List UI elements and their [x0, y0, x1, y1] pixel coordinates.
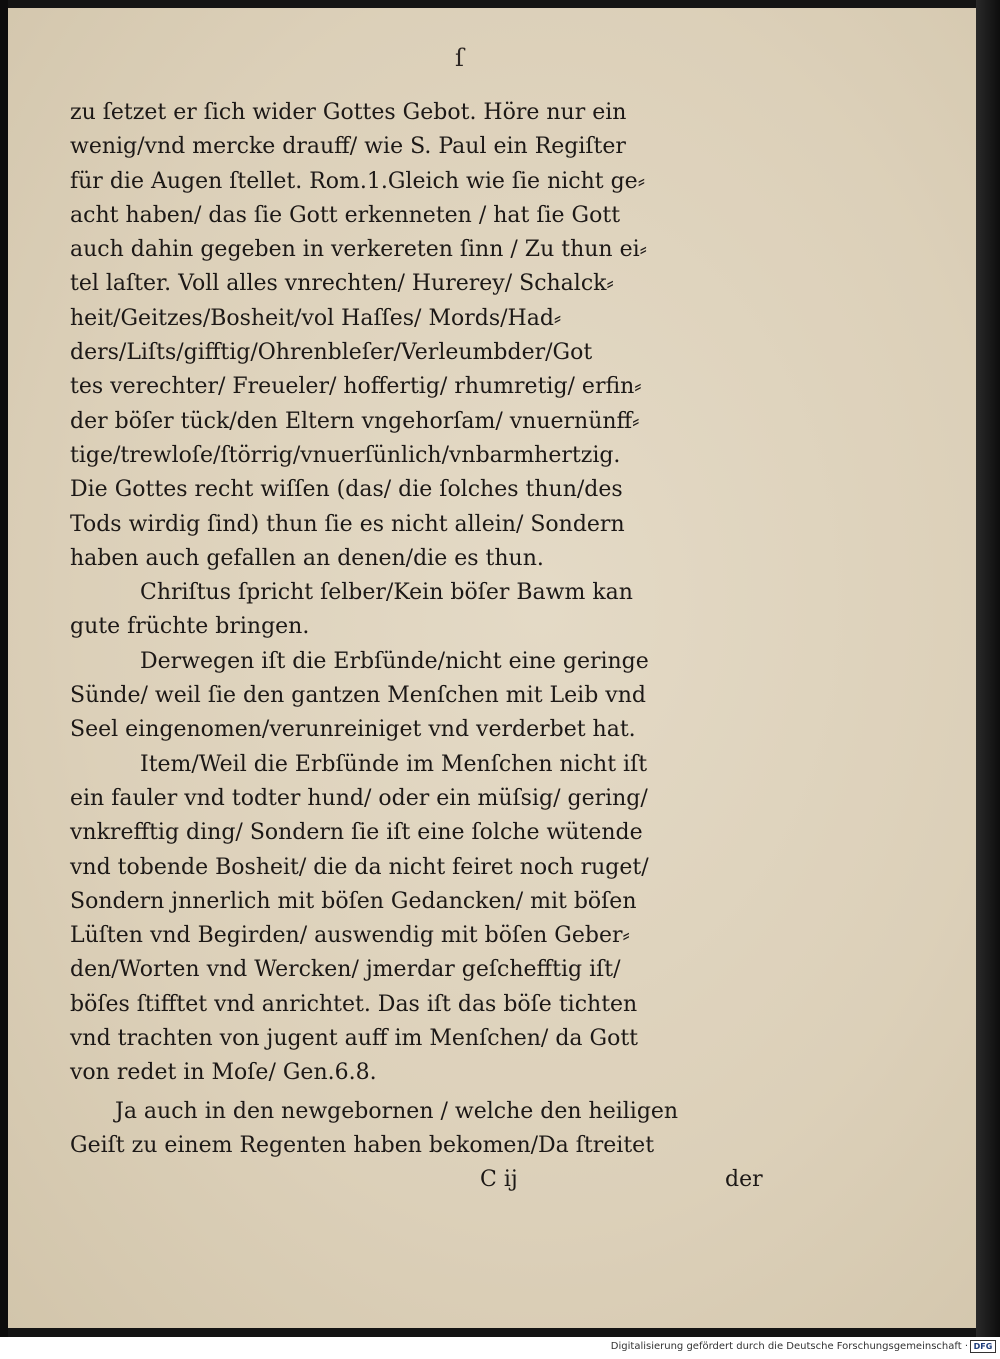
text-line: böſes ſtifftet vnd anrichtet. Das iſt das böſe tichten: [70, 991, 638, 1017]
text-line: vnd tobende Bosheit/ die da nicht feiret noch ruget/: [70, 854, 649, 880]
main-text-block: [70, 96, 770, 1197]
text-line: Sünde/ weil ſie den gantzen Menſchen mit Leib vnd: [70, 683, 646, 709]
signature-mark: C ij: [480, 1167, 518, 1193]
text-line: Item/Weil die Erbſünde im Menſchen nicht iſt: [140, 751, 648, 777]
text-line: zu ſetzet er ſich wider Gottes Gebot. Höre nur ein: [70, 100, 627, 125]
text-line: haben auch gefallen an denen/die es thun.: [70, 545, 544, 571]
digitization-credit: Digitalisierung gefördert durch die Deutsche Forschungsgemeinschaft ·: [610, 1341, 968, 1352]
text-line: tige/trewloſe/ſtörrig/vnuerſünlich/vnbarmhertzig.: [70, 442, 621, 468]
text-line: Lüſten vnd Begirden/ auswendig mit böſen Geber⸗: [70, 923, 630, 949]
text-line: Ja auch in den newgebornen / welche den heiligen: [115, 1098, 679, 1124]
text-line: Die Gottes recht wiſſen (das/ die ſolches thun/des: [70, 477, 623, 503]
text-line: heit/Geitzes/Bosheit/vol Haſſes/ Mords/Had⸗: [70, 305, 562, 331]
text-line: ders/Liſts/gifftig/Ohrenbleſer/Verleumbder/Got: [70, 340, 593, 366]
text-line: ein fauler vnd todter hund/ oder ein müſsig/ gering/: [70, 785, 648, 811]
catchword: der: [725, 1167, 763, 1193]
text-line: der böſer tück/den Eltern vngehorſam/ vnuernünff⸗: [70, 408, 640, 434]
text-line: auch dahin gegeben in verkereten ſinn / Zu thun ei⸗: [70, 237, 647, 263]
text-line: tel laſter. Voll alles vnrechten/ Hurerey/ Schalck⸗: [70, 271, 614, 297]
page-footer-row: [70, 1163, 770, 1197]
text-line: Sondern jnnerlich mit böſen Gedancken/ mit böſen: [70, 888, 637, 914]
text-line: für die Augen ſtellet. Rom.1.Gleich wie ſie nicht ge⸗: [70, 168, 646, 194]
text-line: wenig/vnd mercke drauff/ wie S. Paul ein Regiſter: [70, 134, 626, 160]
text-line: tes verechter/ Freueler/ hoffertig/ rhumretig/ erfin⸗: [70, 374, 642, 400]
text-line: von redet in Moſe/ Gen.6.8.: [70, 1060, 377, 1086]
page-head-mark: ſ: [455, 44, 464, 72]
dfg-logo: DFG: [970, 1340, 996, 1353]
text-line: vnkrefftig ding/ Sondern ſie iſt eine ſolche wütende: [70, 820, 643, 846]
text-line: acht haben/ das ſie Gott erkenneten / hat ſie Gott: [70, 202, 621, 228]
text-line: vnd trachten von jugent auff im Menſchen/ da Gott: [70, 1026, 639, 1052]
text-line: Derwegen iſt die Erbſünde/nicht eine geringe: [140, 648, 649, 674]
text-line: Chriſtus ſpricht ſelber/Kein böſer Bawm kan: [140, 580, 633, 606]
text-line: Tods wirdig ſind) thun ſie es nicht allein/ Sondern: [70, 511, 625, 537]
text-line: Seel eingenomen/verunreiniget vnd verderbet hat.: [70, 717, 636, 743]
text-line: gute früchte bringen.: [70, 614, 310, 640]
text-line: Geiſt zu einem Regenten haben bekomen/Da ſtreitet: [70, 1132, 655, 1158]
binding-edge: [0, 0, 8, 1337]
text-line: den/Worten vnd Wercken/ jmerdar geſchefftig iſt/: [70, 957, 621, 983]
page-edge-shadow: [976, 0, 1000, 1337]
